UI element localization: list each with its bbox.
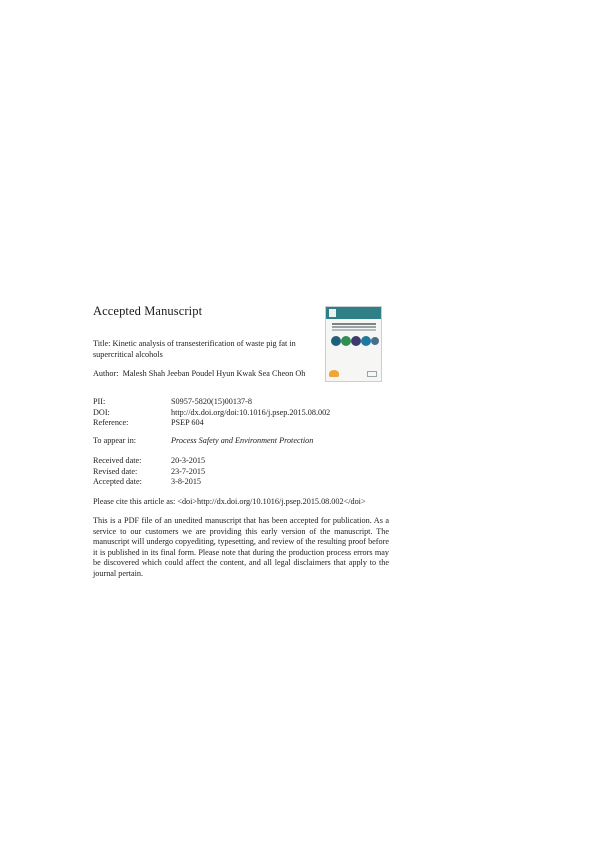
disclaimer-paragraph: This is a PDF file of an unedited manuscript that has been accepted for publication. As a service to our customers we are providing this early version of the manuscript. The manuscript will undergo copyediting, typesetting, and review of the resulting proof before it is published in its final form. Please note that during the production process errors may be discovered which could affect the content, and all legal disclaimers that apply to the journal pertain. — [93, 516, 389, 578]
appear-label: To appear in: — [93, 436, 137, 445]
title-label: Title: — [93, 339, 111, 348]
received-label: Received date: — [93, 456, 142, 465]
revised-value: 23-7-2015 — [171, 466, 206, 476]
pii-label: PII: — [93, 397, 106, 406]
citation-note: Please cite this article as: <doi>http://dx.doi.org/10.1016/j.psep.2015.08.002</doi> — [93, 497, 366, 506]
doi-label: DOI: — [93, 407, 110, 417]
pii-value: S0957-5820(15)00137-8 — [171, 397, 252, 406]
reference-label: Reference: — [93, 418, 129, 427]
doi-link[interactable]: http://dx.doi.org/doi:10.1016/j.psep.2015.08.002 — [171, 407, 331, 417]
revised-label: Revised date: — [93, 466, 138, 476]
author-label: Author: — [93, 369, 119, 378]
author-field — [93, 369, 318, 380]
received-value: 20-3-2015 — [171, 456, 206, 465]
accepted-label: Accepted date: — [93, 477, 142, 486]
publisher-logo-icon — [329, 309, 336, 317]
elsevier-logo-icon — [329, 370, 339, 377]
title-field — [93, 339, 318, 360]
cover-graphic-circles — [331, 335, 379, 347]
accepted-value: 3-8-2015 — [171, 477, 202, 486]
cover-title-lines — [332, 323, 376, 325]
journal-name: Process Safety and Environment Protection — [171, 436, 314, 445]
title-text: Kinetic analysis of transesterification of waste pig fat in supercritical alcohols — [93, 339, 296, 359]
page-heading: Accepted Manuscript — [93, 304, 203, 318]
journal-badge-icon — [367, 371, 377, 377]
author-text: Malesh Shah Jeeban Poudel Hyun Kwak Sea Cheon Oh — [122, 369, 306, 378]
journal-cover-image — [325, 306, 382, 382]
reference-value: PSEP 604 — [171, 418, 204, 427]
